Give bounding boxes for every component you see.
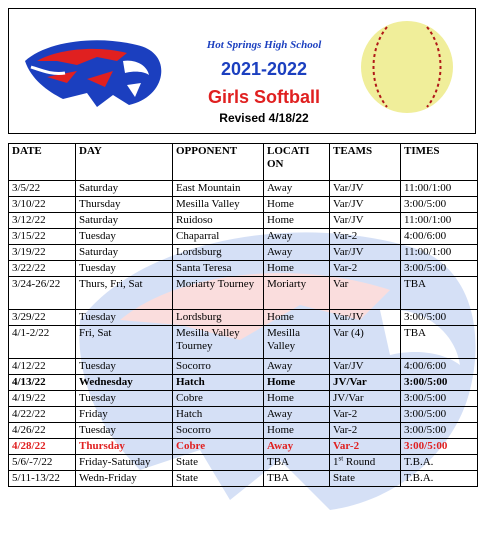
cell-teams: Var/JV bbox=[330, 181, 401, 197]
softball-icon bbox=[359, 19, 455, 115]
cell-opponent: Moriarty Tourney bbox=[173, 277, 264, 310]
cell-times: T.B.A. bbox=[401, 471, 478, 487]
cell-times: 3:00/5:00 bbox=[401, 391, 478, 407]
cell-date: 4/13/22 bbox=[9, 375, 76, 391]
cell-date: 4/19/22 bbox=[9, 391, 76, 407]
cell-times: 4:00/6:00 bbox=[401, 359, 478, 375]
col-day: DAY bbox=[76, 144, 173, 181]
cell-teams: Var/JV bbox=[330, 197, 401, 213]
table-row bbox=[9, 439, 478, 455]
cell-teams: Var-2 bbox=[330, 423, 401, 439]
cell-date: 3/22/22 bbox=[9, 261, 76, 277]
cell-date: 4/12/22 bbox=[9, 359, 76, 375]
cell-times: 11:00/1:00 bbox=[401, 245, 478, 261]
cell-teams: Var-2 bbox=[330, 261, 401, 277]
cell-day: Saturday bbox=[76, 245, 173, 261]
season-year: 2021-2022 bbox=[220, 59, 308, 79]
table-row bbox=[9, 197, 478, 213]
col-date: DATE bbox=[9, 144, 76, 181]
cell-times: 11:00/1:00 bbox=[401, 213, 478, 229]
cell-times: 4:00/6:00 bbox=[401, 229, 478, 245]
cell-location: Home bbox=[264, 391, 330, 407]
cell-location: Home bbox=[264, 375, 330, 391]
cell-opponent: Chaparral bbox=[173, 229, 264, 245]
cell-teams: Var-2 bbox=[330, 407, 401, 423]
school-name: Hot Springs High School bbox=[206, 39, 322, 51]
revised-date: Revised 4/18/22 bbox=[219, 111, 309, 125]
cell-times: 3:00/5:00 bbox=[401, 310, 478, 326]
cell-date: 3/29/22 bbox=[9, 310, 76, 326]
cell-opponent: Lordsburg bbox=[173, 310, 264, 326]
table-row bbox=[9, 181, 478, 197]
cell-day: Wednesday bbox=[76, 375, 173, 391]
cell-date: 3/5/22 bbox=[9, 181, 76, 197]
table-row bbox=[9, 261, 478, 277]
cell-location: Away bbox=[264, 439, 330, 455]
cell-date: 3/24-26/22 bbox=[9, 277, 76, 310]
cell-day: Fri, Sat bbox=[76, 326, 173, 359]
cell-opponent: Socorro bbox=[173, 423, 264, 439]
cell-day: Saturday bbox=[76, 181, 173, 197]
cell-opponent: Hatch bbox=[173, 407, 264, 423]
col-times: TIMES bbox=[401, 144, 478, 181]
col-teams: TEAMS bbox=[330, 144, 401, 181]
cell-teams: Var (4) bbox=[330, 326, 401, 359]
cell-times: T.B.A. bbox=[401, 455, 478, 471]
cell-opponent: East Mountain bbox=[173, 181, 264, 197]
cell-times: 3:00/5:00 bbox=[401, 375, 478, 391]
cell-date: 5/11-13/22 bbox=[9, 471, 76, 487]
cell-day: Friday bbox=[76, 407, 173, 423]
cell-opponent: State bbox=[173, 455, 264, 471]
tiger-mascot-icon bbox=[17, 31, 167, 117]
cell-day: Wedn-Friday bbox=[76, 471, 173, 487]
cell-location: Away bbox=[264, 181, 330, 197]
cell-teams: JV/Var bbox=[330, 391, 401, 407]
cell-teams: State bbox=[330, 471, 401, 487]
cell-date: 4/22/22 bbox=[9, 407, 76, 423]
table-row bbox=[9, 407, 478, 423]
cell-opponent: State bbox=[173, 471, 264, 487]
cell-date: 5/6/-7/22 bbox=[9, 455, 76, 471]
cell-teams: 1st Round bbox=[330, 455, 401, 471]
cell-date: 4/26/22 bbox=[9, 423, 76, 439]
schedule-table bbox=[8, 143, 478, 487]
table-row bbox=[9, 423, 478, 439]
cell-location: TBA bbox=[264, 471, 330, 487]
cell-location: Away bbox=[264, 359, 330, 375]
cell-teams: Var/JV bbox=[330, 359, 401, 375]
table-header-row bbox=[9, 144, 478, 181]
cell-times: 3:00/5:00 bbox=[401, 423, 478, 439]
cell-opponent: Lordsburg bbox=[173, 245, 264, 261]
cell-day: Tuesday bbox=[76, 310, 173, 326]
cell-opponent: Mesilla Valley bbox=[173, 197, 264, 213]
cell-location: Moriarty bbox=[264, 277, 330, 310]
cell-day: Thursday bbox=[76, 197, 173, 213]
cell-date: 4/1-2/22 bbox=[9, 326, 76, 359]
cell-location: Mesilla Valley bbox=[264, 326, 330, 359]
table-row bbox=[9, 229, 478, 245]
cell-location: Home bbox=[264, 261, 330, 277]
cell-date: 3/12/22 bbox=[9, 213, 76, 229]
cell-location: Away bbox=[264, 407, 330, 423]
table-row bbox=[9, 310, 478, 326]
cell-location: Home bbox=[264, 423, 330, 439]
cell-location: Away bbox=[264, 245, 330, 261]
cell-times: 3:00/5:00 bbox=[401, 439, 478, 455]
cell-times: 3:00/5:00 bbox=[401, 197, 478, 213]
cell-date: 3/15/22 bbox=[9, 229, 76, 245]
header-box bbox=[8, 8, 476, 134]
cell-teams: Var-2 bbox=[330, 439, 401, 455]
cell-opponent: Hatch bbox=[173, 375, 264, 391]
cell-location: Home bbox=[264, 197, 330, 213]
col-opponent: OPPONENT bbox=[173, 144, 264, 181]
cell-teams: Var-2 bbox=[330, 229, 401, 245]
cell-teams: Var/JV bbox=[330, 245, 401, 261]
table-row bbox=[9, 245, 478, 261]
table-row bbox=[9, 471, 478, 487]
cell-times: 11:00/1:00 bbox=[401, 181, 478, 197]
cell-opponent: Mesilla Valley Tourney bbox=[173, 326, 264, 359]
col-location: LOCATI ON bbox=[264, 144, 330, 181]
cell-location: Home bbox=[264, 213, 330, 229]
cell-times: 3:00/5:00 bbox=[401, 407, 478, 423]
cell-times: 3:00/5:00 bbox=[401, 261, 478, 277]
cell-opponent: Ruidoso bbox=[173, 213, 264, 229]
cell-teams: Var bbox=[330, 277, 401, 310]
cell-day: Saturday bbox=[76, 213, 173, 229]
cell-times: TBA bbox=[401, 277, 478, 310]
cell-times: TBA bbox=[401, 326, 478, 359]
cell-teams: Var/JV bbox=[330, 310, 401, 326]
cell-date: 3/10/22 bbox=[9, 197, 76, 213]
cell-teams: JV/Var bbox=[330, 375, 401, 391]
cell-day: Tuesday bbox=[76, 229, 173, 245]
table-row bbox=[9, 375, 478, 391]
cell-opponent: Cobre bbox=[173, 439, 264, 455]
table-row bbox=[9, 391, 478, 407]
cell-opponent: Santa Teresa bbox=[173, 261, 264, 277]
cell-day: Tuesday bbox=[76, 391, 173, 407]
cell-location: Home bbox=[264, 310, 330, 326]
table-row bbox=[9, 326, 478, 359]
cell-teams: Var/JV bbox=[330, 213, 401, 229]
table-row bbox=[9, 359, 478, 375]
table-row bbox=[9, 213, 478, 229]
cell-location: TBA bbox=[264, 455, 330, 471]
cell-opponent: Cobre bbox=[173, 391, 264, 407]
sport-title: Girls Softball bbox=[207, 87, 321, 107]
cell-day: Thurs, Fri, Sat bbox=[76, 277, 173, 310]
table-row bbox=[9, 455, 478, 471]
cell-date: 4/28/22 bbox=[9, 439, 76, 455]
table-row bbox=[9, 277, 478, 310]
cell-opponent: Socorro bbox=[173, 359, 264, 375]
cell-day: Friday-Saturday bbox=[76, 455, 173, 471]
cell-day: Tuesday bbox=[76, 261, 173, 277]
cell-day: Tuesday bbox=[76, 359, 173, 375]
cell-location: Away bbox=[264, 229, 330, 245]
cell-date: 3/19/22 bbox=[9, 245, 76, 261]
cell-day: Thursday bbox=[76, 439, 173, 455]
cell-day: Tuesday bbox=[76, 423, 173, 439]
